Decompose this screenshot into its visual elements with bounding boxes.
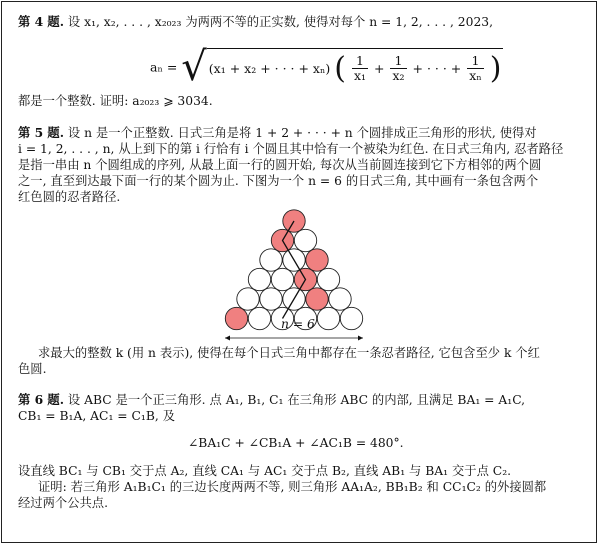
circle: [260, 288, 282, 310]
problem-6-line-5: 经过两个公共点.: [18, 496, 108, 510]
plus-dots: + · · · +: [412, 61, 462, 76]
problem-5-line-5: 红色圆的忍者路径.: [18, 190, 121, 204]
formula-sum: (x₁ + x₂ + · · · + xₙ): [208, 61, 331, 76]
dimension-arrowhead: [225, 336, 230, 341]
fraction-1: $\frac{1}{\text{x₁}}$: [353, 53, 367, 83]
figure-caption: n = 6: [281, 317, 315, 331]
circle: [248, 307, 270, 329]
circle: [340, 307, 362, 329]
fraction-n: $\frac{1}{\text{xₙ}}$: [469, 53, 482, 83]
formula-lhs: aₙ =: [150, 59, 178, 75]
plus-sign: +: [374, 61, 385, 76]
dimension-arrowhead: [358, 336, 363, 341]
problem-5-label: 第 5 题.: [18, 125, 64, 140]
problem-5-line-4: 之一, 直至到达最下面一行的某个圆为止. 下图为一个 n = 6 的日式三角, 其中画有一条包含两个: [18, 174, 539, 188]
circle: [260, 249, 282, 271]
fraction-2: $\frac{1}{\text{x₂}}$: [392, 53, 405, 83]
problem-6-equation: ∠BA₁C + ∠CB₁A + ∠AC₁B = 480°.: [188, 436, 404, 450]
red-circle: [306, 288, 328, 310]
circle: [248, 268, 270, 290]
circle: [237, 288, 259, 310]
problem-6-line-3: 设直线 BC₁ 与 CB₁ 交于点 A₂, 直线 CA₁ 与 AC₁ 交于点 B₂, 直线 AB₁ 与 BA₁ 交于点 C₂.: [18, 464, 512, 478]
circle: [317, 268, 339, 290]
circle: [294, 229, 316, 251]
right-paren: ): [489, 51, 502, 86]
problem-5-question-2: 色圆.: [18, 362, 47, 376]
circle: [317, 307, 339, 329]
problem-4-conclusion: 都是一个整数. 证明: a₂₀₂₃ ⩾ 3034.: [18, 94, 213, 108]
problem-6-line-2: CB₁ = B₁A, AC₁ = C₁B, 及: [18, 409, 175, 423]
problem-6-line-4: 证明: 若三角形 A₁B₁C₁ 的三边长度两两不等, 则三角形 AA₁A₂, BB₁B₂ 和 CC₁C₂ 的外接圆都: [38, 480, 547, 494]
left-paren: (: [334, 51, 346, 86]
problem-5-line-2: i = 1, 2, . . . , n, 从上到下的第 i 行恰有 i 个圆且其中恰有一个被染为红色. 在日式三角内, 忍者路径: [18, 142, 564, 156]
problem-4-label: 第 4 题.: [18, 14, 64, 29]
problem-6-line-1: 第 6 题. 设 ABC 是一个正三角形. 点 A₁, B₁, C₁ 在三角形 ABC 的内部, 且满足 BA₁ = A₁C,: [18, 392, 526, 407]
circle: [329, 288, 351, 310]
red-circle: [306, 249, 328, 271]
problem-6-label: 第 6 题.: [18, 392, 64, 407]
problem-5-line-1: 第 5 题. 设 n 是一个正整数. 日式三角是将 1 + 2 + · · · + n 个圆排成正三角形的形状, 使得对: [18, 125, 537, 140]
sqrt-sign: √: [181, 44, 207, 90]
problem-4-intro: 设 x₁, x₂, . . . , x₂₀₂₃ 为两两不等的正实数, 使得对每个 n = 1, 2, . . . , 2023,: [67, 15, 494, 29]
problem-5-question-1: 求最大的整数 k (用 n 表示), 使得在每个日式三角中都存在一条忍者路径, 它包含至少 k 个红: [38, 346, 540, 360]
red-circle: [225, 307, 247, 329]
problem-5-line-3: 是指一串由 n 个圆组成的序列, 从最上面一行的圆开始, 每次从当前圆连接到它下方相邻的两个圆: [18, 158, 542, 172]
circle: [271, 268, 293, 290]
